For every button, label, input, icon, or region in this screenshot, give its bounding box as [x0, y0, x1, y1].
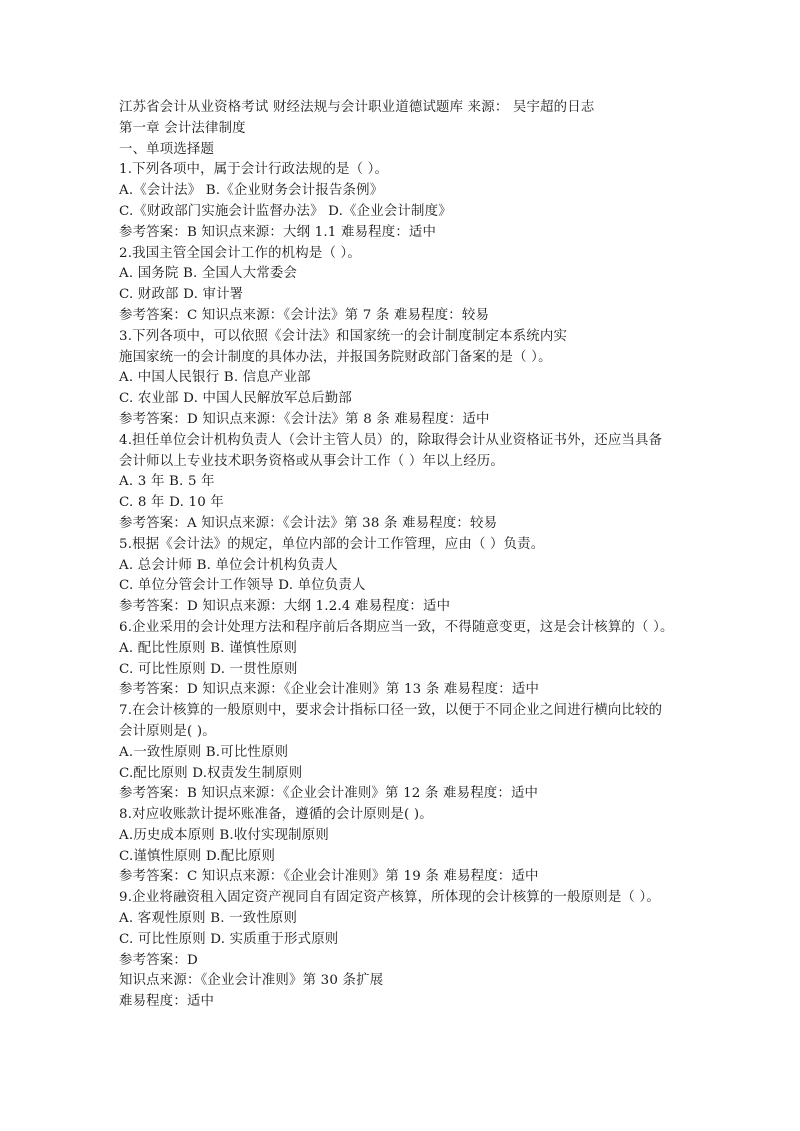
question-3: 3.下列各项中，可以依照《会计法》和国家统一的会计制度制定本系统内实	[119, 328, 568, 344]
question-8-options-cd: C.谨慎性原则 D.配比原则	[119, 848, 276, 864]
question-9-source: 知识点来源：《企业会计准则》第 30 条扩展	[119, 973, 384, 989]
question-7-answer: 参考答案：B 知识点来源：《企业会计准则》第 12 条 难易程度：适中	[119, 786, 539, 802]
question-2-options-ab: A. 国务院 B. 全国人大常委会	[119, 266, 298, 282]
question-4: 4.担任单位会计机构负责人（会计主管人员）的，除取得会计从业资格证书外，还应当具备	[119, 432, 663, 448]
question-5-answer: 参考答案：D 知识点来源：大纲 1.2.4 难易程度：适中	[119, 599, 451, 615]
document-body	[119, 98, 719, 1013]
question-1: 1.下列各项中，属于会计行政法规的是（ ）。	[119, 162, 389, 178]
question-3-options-cd: C. 农业部 D. 中国人民解放军总后勤部	[119, 391, 352, 407]
question-2-answer: 参考答案：C 知识点来源：《会计法》第 7 条 难易程度：较易	[119, 307, 490, 323]
question-8-options-ab: A.历史成本原则 B.收付实现制原则	[119, 827, 329, 843]
question-6-options-ab: A. 配比性原则 B. 谨慎性原则	[119, 640, 298, 656]
question-3-answer: 参考答案：D 知识点来源：《会计法》第 8 条 难易程度：适中	[119, 411, 490, 427]
question-7-options-cd: C.配比原则 D.权责发生制原则	[119, 765, 303, 781]
question-4-options-ab: A. 3 年 B. 5 年	[119, 474, 215, 490]
question-9-difficulty: 难易程度：适中	[119, 994, 215, 1010]
question-5: 5.根据《会计法》的规定，单位内部的会计工作管理，应由（ ）负责。	[119, 536, 545, 552]
question-1-options-cd: C.《财政部门实施会计监督办法》 D.《企业会计制度》	[119, 203, 452, 219]
question-7: 7.在会计核算的一般原则中，要求会计指标口径一致，以便于不同企业之间进行横向比较的	[119, 703, 663, 719]
section-heading: 一、单项选择题	[119, 141, 215, 157]
question-9-options-ab: A. 客观性原则 B. 一致性原则	[119, 911, 298, 927]
question-1-options-ab: A.《会计法》 B.《企业财务会计报告条例》	[119, 183, 384, 199]
question-6-options-cd: C. 可比性原则 D. 一贯性原则	[119, 661, 298, 677]
question-4-continued: 会计师以上专业技术职务资格或从事会计工作（ ）年以上经历。	[119, 453, 504, 469]
question-4-options-cd: C. 8 年 D. 10 年	[119, 495, 224, 511]
question-8-answer: 参考答案：C 知识点来源：《企业会计准则》第 19 条 难易程度：适中	[119, 869, 539, 885]
question-6: 6.企业采用的会计处理方法和程序前后各期应当一致，不得随意变更，这是会计核算的（ ）。	[119, 619, 674, 635]
question-7-continued: 会计原则是( )。	[119, 723, 216, 739]
question-3-options-ab: A. 中国人民银行 B. 信息产业部	[119, 370, 311, 386]
question-9: 9.企业将融资租入固定资产视同自有固定资产核算，所体现的会计核算的一般原则是（ ）。	[119, 890, 660, 906]
question-6-answer: 参考答案：D 知识点来源：《企业会计准则》第 13 条 难易程度：适中	[119, 682, 540, 698]
question-4-answer: 参考答案：A 知识点来源：《会计法》第 38 条 难易程度：较易	[119, 515, 498, 531]
question-8: 8.对应收账款计提坏账准备，遵循的会计原则是( )。	[119, 807, 433, 823]
document-title: 江苏省会计从业资格考试 财经法规与会计职业道德试题库 来源： 吴宇超的日志	[119, 100, 595, 115]
question-9-options-cd: C. 可比性原则 D. 实质重于形式原则	[119, 931, 339, 947]
question-2: 2.我国主管全国会计工作的机构是（ ）。	[119, 245, 361, 261]
question-5-options-ab: A. 总会计师 B. 单位会计机构负责人	[119, 557, 338, 573]
question-3-continued: 施国家统一的会计制度的具体办法，并报国务院财政部门备案的是（ ）。	[119, 349, 552, 365]
chapter-heading: 第一章 会计法律制度	[119, 120, 246, 136]
question-7-options-ab: A.一致性原则 B.可比性原则	[119, 744, 289, 760]
question-2-options-cd: C. 财政部 D. 审计署	[119, 287, 244, 303]
question-9-answer: 参考答案：D	[119, 952, 198, 968]
question-1-answer: 参考答案：B 知识点来源：大纲 1.1 难易程度：适中	[119, 224, 437, 240]
question-5-options-cd: C. 单位分管会计工作领导 D. 单位负责人	[119, 578, 366, 594]
